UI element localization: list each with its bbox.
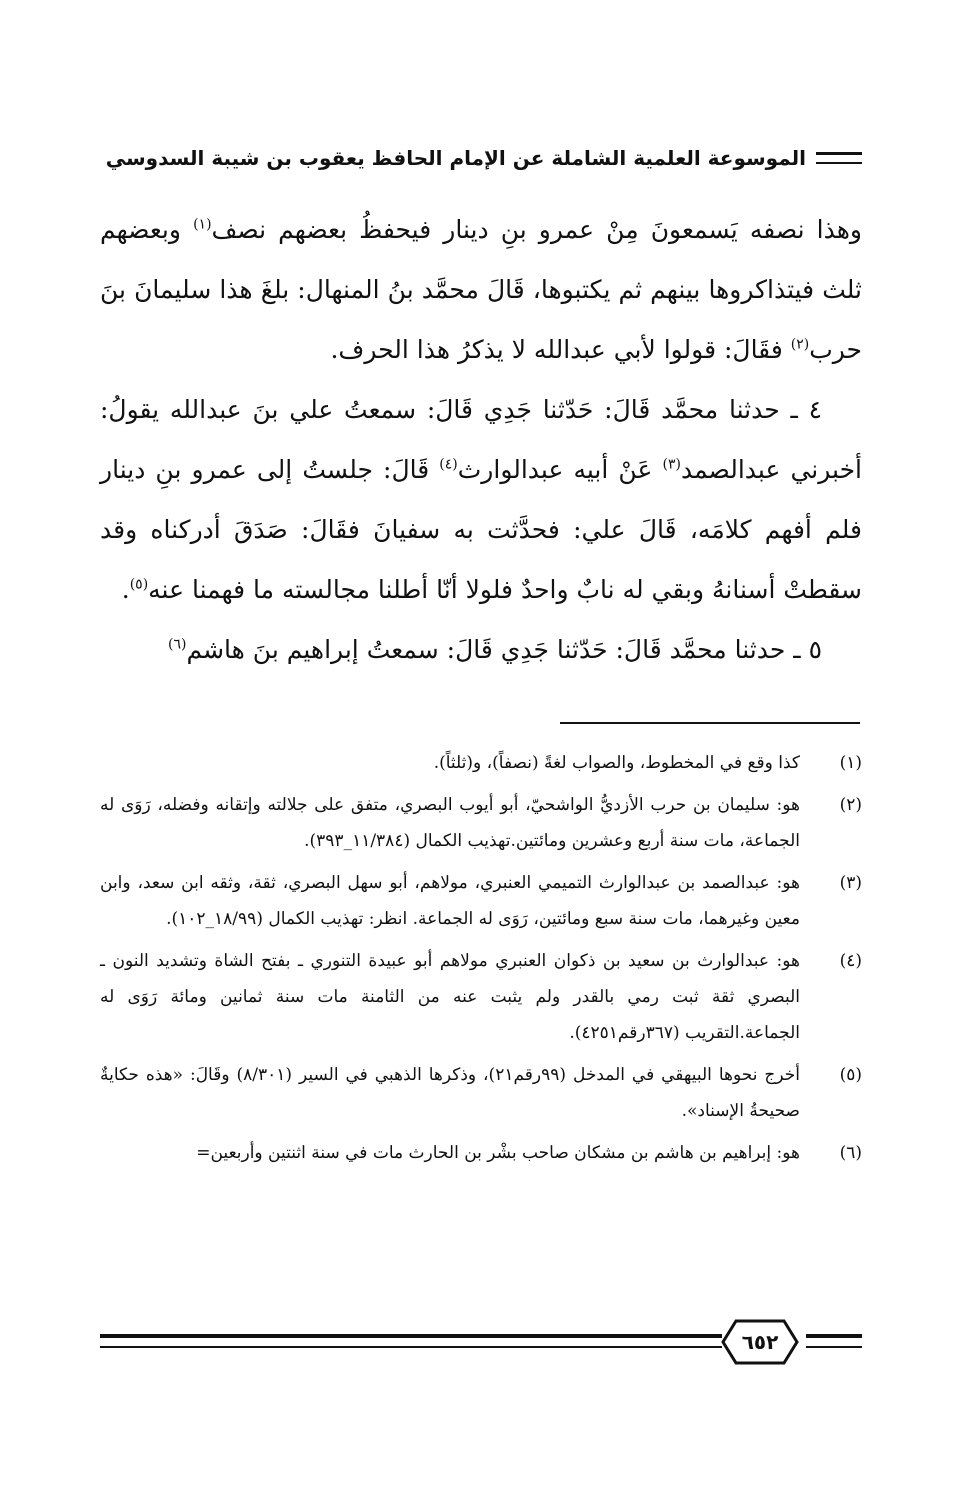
footnote-text: هو: إبراهيم بن هاشم بن مشكان صاحب بشْر بن الحارث مات في سنة اثنتين وأربعين= (196, 1143, 800, 1163)
footnote-6 (100, 1135, 862, 1171)
page-number-badge (720, 1318, 800, 1366)
footnote-ref[interactable]: (٢) (790, 336, 810, 353)
footnote-ref[interactable]: (٥) (129, 576, 149, 593)
footnote-number: (٢) (839, 795, 862, 815)
footnote-2 (100, 787, 862, 859)
footnote-ref[interactable]: (٦) (168, 636, 187, 653)
footnote-4 (100, 943, 862, 1051)
footer-rule-left (100, 1334, 722, 1348)
paragraph-1: وهذا نصفه يَسمعونَ مِنْ عمرو بنِ دينار فيحفظُ بعضهم نصف$^{(١)}$ وبعضهم ثلث فيتذاكروها بينهم ثم يكتبوها، قَالَ محمَّد بنُ المنهال: بلغَ هذا سليمانَ بنَ حرب$^{(٢)}$ فقَالَ: قولوا لأبي عبدالله لا يذكرُ هذا الحرف. (100, 215, 862, 364)
footnote-number: (٣) (839, 873, 862, 893)
footnote-text: هو: سليمان بن حرب الأزديُّ الواشحيّ، أبو أيوب البصري، متفق على جلالته وإتقانه وفضله، رَوَى له الجماعة، مات سنة أربع وعشرين ومائتين.تهذيب الكمال (١١/٣٨٤_٣٩٣). (100, 795, 800, 851)
footnote-separator (560, 722, 860, 724)
footnote-ref[interactable]: (٣) (662, 456, 681, 473)
main-text (100, 200, 862, 680)
footer-rule-right (806, 1334, 862, 1348)
header-rule-right (816, 152, 862, 164)
footnote-text: كذا وقع في المخطوط، والصواب لغةً (نصفاً)، و(ثلثاً). (433, 753, 800, 773)
footnote-number: (٦) (839, 1143, 862, 1163)
paragraph-2: ٤ ـ حدثنا محمَّد قَالَ: حَدّثنا جَدِي قَالَ: سمعتُ علي بنَ عبدالله يقولُ: أخبرني عبدالصمد$^{(٣)}$ عَنْ أبيه عبدالوارث$^{(٤)}$ قَالَ: جلستُ إلى عمرو بنِ دينار فلم أفهم كلامَه، قَالَ علي: فحدَّثت به سفيانَ فقَالَ: صَدَقَ أدركناه وقد سقطتْ أسنانهُ وبقي له نابٌ واحدٌ فلولا أنّا أطلنا مجالسته ما فهمنا عنه$^{(٥)}$. (100, 395, 862, 604)
footnote-number: (٥) (839, 1065, 862, 1085)
footnote-number: (٤) (839, 951, 862, 971)
footnote-number: (١) (839, 753, 862, 773)
footnote-text: هو: عبدالصمد بن عبدالوارث التميمي العنبري، مولاهم، أبو سهل البصري، ثقة، وثقه ابن سعد، وابن معين وغيرهما، مات سنة سبع ومائتين، رَوَى له الجماعة. انظر: تهذيب الكمال (١٨/٩٩_١٠٢). (100, 873, 800, 929)
footnote-ref[interactable]: (١) (193, 216, 212, 233)
header-title: الموسوعة العلمية الشاملة عن الإمام الحافظ يعقوب بن شيبة السدوسي (105, 146, 806, 170)
page-number: ٦٥٢ (741, 1330, 779, 1354)
footnotes (100, 745, 862, 1177)
footnote-text: أخرج نحوها البيهقي في المدخل (٩٩رقم٢١)، وذكرها الذهبي في السير (٨/٣٠١) وقَالَ: «هذه حكايةٌ صحيحةُ الإسناد». (100, 1065, 800, 1121)
footnote-1 (100, 745, 862, 781)
footnote-5 (100, 1057, 862, 1129)
running-header (100, 138, 862, 178)
footnote-ref[interactable]: (٤) (439, 456, 458, 473)
footnote-text: هو: عبدالوارث بن سعيد بن ذكوان العنبري مولاهم أبو عبيدة التنوري ـ بفتح الشاة وتشديد النون ـ البصري ثقة ثبت رمي بالقدر ولم يثبت عنه من الثامنة مات سنة ثمانين ومائة رَوَى له الجماعة.التقريب (٣٦٧رقم٤٢٥١). (100, 951, 800, 1043)
footnote-3 (100, 865, 862, 937)
paragraph-3: ٥ ـ حدثنا محمَّد قَالَ: حَدّثنا جَدِي قَالَ: سمعتُ إبراهيم بنَ هاشم$^{(٦)}$ (168, 635, 822, 664)
